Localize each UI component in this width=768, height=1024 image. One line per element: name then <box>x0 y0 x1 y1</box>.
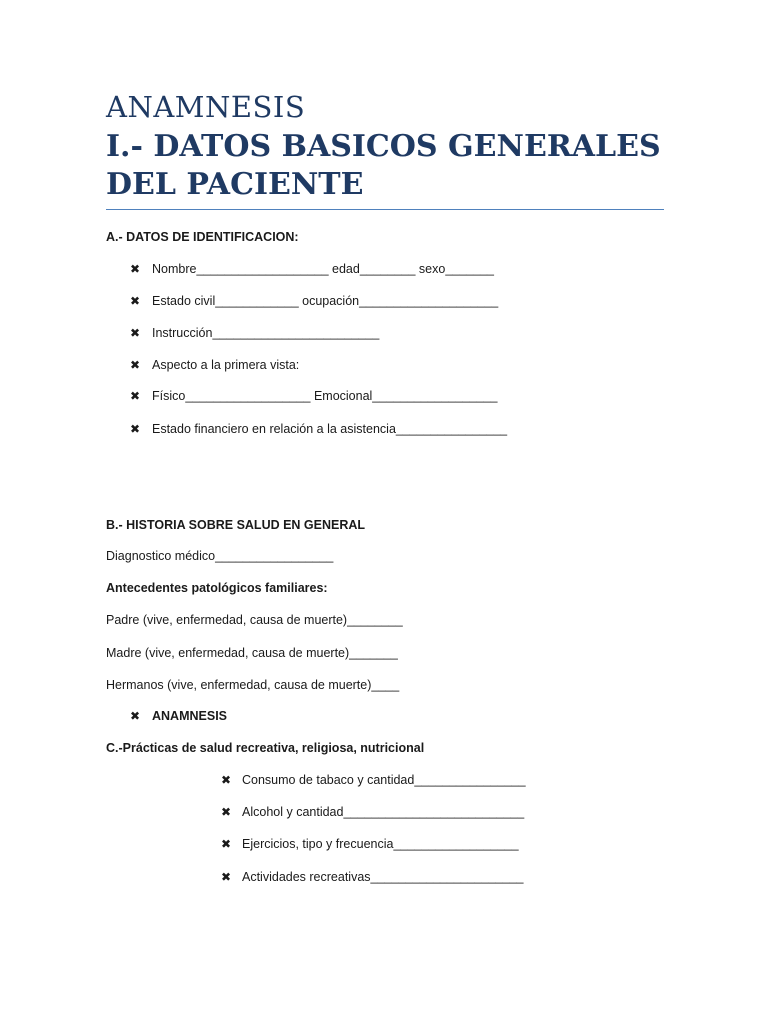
field-aspecto: Aspecto a la primera vista: <box>152 358 300 372</box>
x-bullet-icon: ✖ <box>221 870 232 884</box>
x-bullet-icon: ✖ <box>130 326 141 340</box>
document-title: ANAMNESIS <box>106 90 306 124</box>
x-bullet-icon: ✖ <box>130 389 141 403</box>
antecedentes-heading: Antecedentes patológicos familiares: <box>106 581 328 595</box>
section-a-heading: A.- DATOS DE IDENTIFICACION: <box>106 230 299 244</box>
x-bullet-icon: ✖ <box>221 837 232 851</box>
field-madre: Madre (vive, enfermedad, causa de muerte)_______ <box>106 646 398 660</box>
field-hermanos: Hermanos (vive, enfermedad, causa de muerte)____ <box>106 678 400 692</box>
field-padre: Padre (vive, enfermedad, causa de muerte)________ <box>106 613 403 627</box>
x-bullet-icon: ✖ <box>130 262 141 276</box>
field-diagnostico: Diagnostico médico_________________ <box>106 549 334 563</box>
x-bullet-icon: ✖ <box>130 422 141 436</box>
title-divider <box>106 209 664 210</box>
field-ejercicios: Ejercicios, tipo y frecuencia__________________ <box>242 837 519 851</box>
section-b-heading: B.- HISTORIA SOBRE SALUD EN GENERAL <box>106 518 366 532</box>
field-nombre-edad-sexo: Nombre___________________ edad________ sexo_______ <box>152 262 494 276</box>
field-instruccion: Instrucción________________________ <box>152 326 380 340</box>
x-bullet-icon: ✖ <box>130 709 141 723</box>
x-bullet-icon: ✖ <box>221 805 232 819</box>
field-actividades: Actividades recreativas______________________ <box>242 870 524 884</box>
section-c-heading: C.-Prácticas de salud recreativa, religiosa, nutricional <box>106 741 425 755</box>
field-estado-financiero: Estado financiero en relación a la asistencia________________ <box>152 422 508 436</box>
anamnesis-item: ANAMNESIS <box>152 709 228 723</box>
field-fisico-emocional: Físico__________________ Emocional__________________ <box>152 389 498 403</box>
x-bullet-icon: ✖ <box>130 294 141 308</box>
field-alcohol: Alcohol y cantidad__________________________ <box>242 805 525 819</box>
section-title: I.- DATOS BASICOS GENERALES DEL PACIENTE <box>106 129 661 202</box>
field-estado-civil-ocupacion: Estado civil____________ ocupación____________________ <box>152 294 499 308</box>
x-bullet-icon: ✖ <box>130 358 141 372</box>
x-bullet-icon: ✖ <box>221 773 232 787</box>
field-tabaco: Consumo de tabaco y cantidad________________ <box>242 773 526 787</box>
